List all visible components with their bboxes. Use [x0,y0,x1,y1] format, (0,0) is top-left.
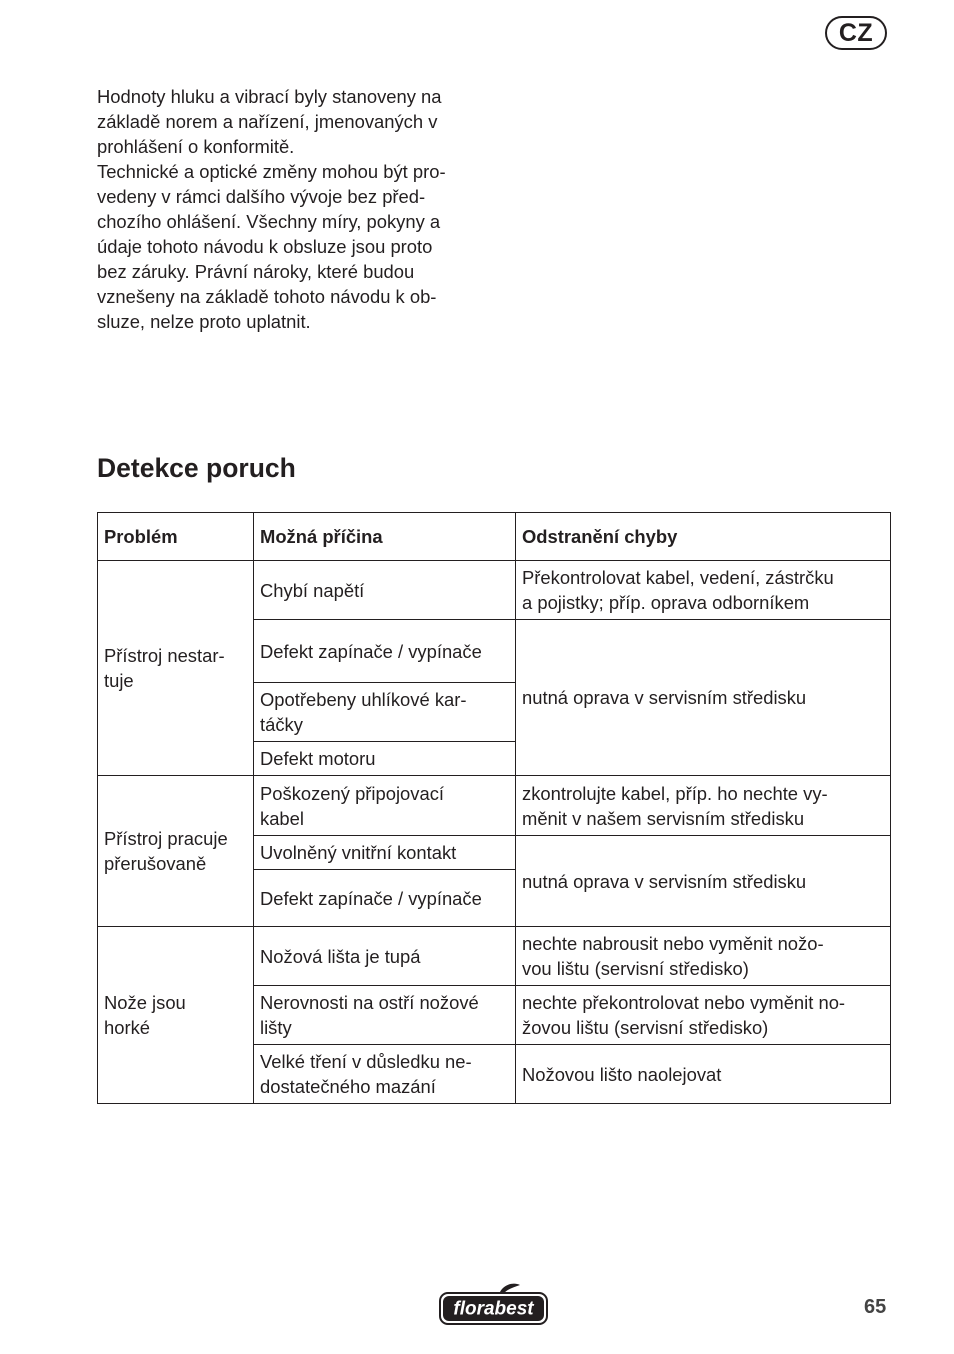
cell-line: dostatečného mazání [260,1076,436,1097]
table-row [98,776,891,836]
cell-line: Poškozený připojovací [260,782,445,804]
table-header-row [98,513,891,561]
cause-cell: Nožová lišta je tupá [254,927,516,986]
header-cause: Možná příčina [254,513,516,561]
remedy-cell [516,927,891,986]
cell-line: Přístroj nestar- [104,645,225,666]
intro-line: bez záruky. Právní nároky, které budou [97,261,415,282]
cell-line: Překontrolovat kabel, vedení, zástrčku [522,567,834,588]
florabest-logo [438,1283,550,1326]
intro-line: Hodnoty hluku a vibrací byly stanoveny na [97,86,442,107]
cell-line: Nerovnosti na ostří nožové [260,992,479,1013]
intro-line: vedeny v rámci dalšího vývoje bez před- [97,186,426,207]
intro-line: vznešeny na základě tohoto návodu k ob- [97,286,437,307]
cause-cell [254,986,516,1045]
leaf-icon [500,1284,520,1293]
cause-cell [254,776,516,836]
cell-line: Velké tření v důsledku ne- [260,1051,472,1072]
header-problem: Problém [98,513,254,561]
cause-cell: Uvolněný vnitřní kontakt [254,836,516,870]
cell-line: nechte nabrousit nebo vyměnit nožo- [522,933,824,954]
remedy-cell: nutná oprava v servisním středisku [516,620,891,776]
cell-line: horké [104,1017,151,1038]
cell-line: vou lištu (servisní středisko) [522,958,749,979]
language-badge: CZ [825,16,887,50]
cell-line: táčky [260,714,303,735]
table-row [98,561,891,620]
problem-cell [98,927,254,1104]
remedy-cell: nutná oprava v servisním středisku [516,836,891,927]
cell-line: nechte překontrolovat nebo vyměnit no- [522,992,846,1013]
cell-line: a pojistky; příp. oprava odborníkem [522,592,810,613]
intro-line: základě norem a nařízení, jmenovaných v [97,111,438,132]
cause-cell: Defekt motoru [254,742,516,776]
table-row [98,927,891,986]
problem-cell [98,561,254,776]
header-remedy: Odstranění chyby [516,513,891,561]
page-number: 65 [864,1296,887,1318]
cell-line: Nože jsou [104,992,186,1013]
cell-line: měnit v našem servisním středisku [522,807,805,829]
cause-cell: Defekt zapínače / vypínače [254,870,516,927]
remedy-cell: Nožovou lišto naolejovat [516,1045,891,1104]
cell-line: Přístroj pracuje [104,828,228,849]
cause-cell [254,683,516,742]
cell-line: lišty [260,1017,292,1038]
problem-cell [98,776,254,927]
troubleshooting-table [97,512,891,1104]
cell-line: tuje [104,670,134,691]
intro-line: chozího ohlášení. Všechny míry, pokyny a [97,211,441,232]
intro-line: Technické a optické změny mohou být pro- [97,161,446,182]
intro-line: údaje tohoto návodu k obsluze jsou proto [97,236,433,257]
intro-text [97,84,497,334]
brand-text: florabest [453,1298,534,1320]
section-title: Detekce poruch [97,453,296,483]
remedy-cell [516,561,891,620]
cell-line: kabel [260,807,304,829]
intro-line: sluze, nelze proto uplatnit. [97,311,311,332]
cell-line: Opotřebeny uhlíkové kar- [260,689,467,710]
remedy-cell [516,986,891,1045]
cause-cell: Defekt zapínače / vypínače [254,620,516,683]
cause-cell: Chybí napětí [254,561,516,620]
intro-line: prohlášení o konformitě. [97,136,295,157]
remedy-cell [516,776,891,836]
cause-cell [254,1045,516,1104]
cell-line: přerušovaně [104,853,207,874]
cell-line: zkontrolujte kabel, příp. ho nechte vy- [522,782,828,804]
cell-line: žovou lištu (servisní středisko) [522,1017,769,1038]
